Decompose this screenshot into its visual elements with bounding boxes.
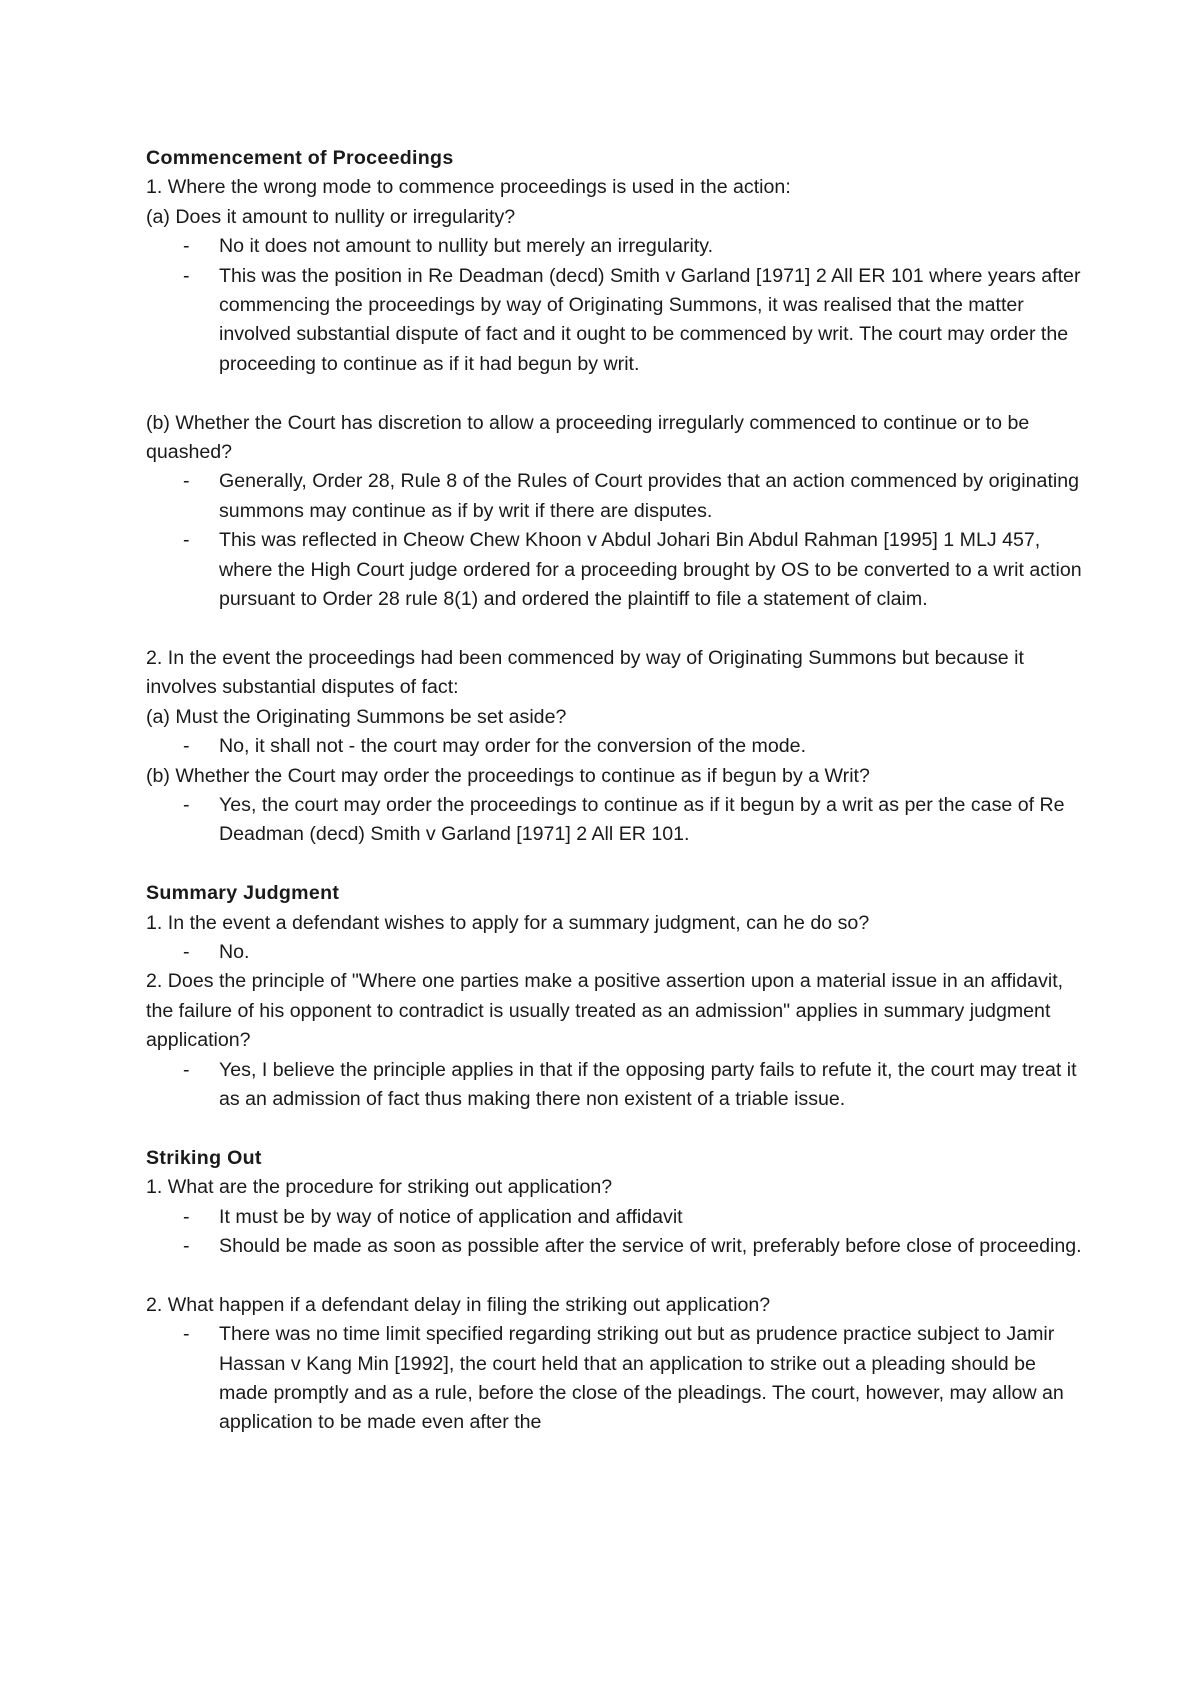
document-page xyxy=(146,144,1086,1438)
bullet-item xyxy=(146,262,1086,380)
bullet-dash: - xyxy=(183,1234,190,1257)
bullet-dash: - xyxy=(183,1323,190,1346)
bullet-text: Generally, Order 28, Rule 8 of the Rules of Court provides that an action commenced by originating summons may continue as if by writ if there are disputes. xyxy=(219,470,1080,522)
question-1a: (a) Does it amount to nullity or irregularity? xyxy=(146,205,516,228)
bullet-item xyxy=(146,467,1086,526)
bullet-text: Should be made as soon as possible after the service of writ, preferably before close of proceeding. xyxy=(219,1234,1082,1257)
bullet-text: Yes, the court may order the proceedings to continue as if it begun by a writ as per the case of Re Deadman (decd) Smith v Garland [1971] 2 All ER 101. xyxy=(219,793,1065,846)
question-2b: (b) Whether the Court may order the proceedings to continue as if begun by a Writ? xyxy=(146,764,870,787)
bullet-dash: - xyxy=(183,793,190,816)
bullet-dash: - xyxy=(183,735,190,758)
bullet-text: There was no time limit specified regarding striking out but as prudence practice subject to Jamir Hassan v Kang Min [1992], the court held that an application to strike out a pleading should be made promptly and as a rule, before the close of the pleadings. The court, however, may allow an application to be made even after the xyxy=(219,1323,1064,1434)
bullet-text: It must be by way of notice of application and affidavit xyxy=(219,1205,683,1228)
question-2: 2. In the event the proceedings had been commenced by way of Originating Summons but because it involves substantial disputes of fact: xyxy=(146,646,1024,699)
question-1b: (b) Whether the Court has discretion to allow a proceeding irregularly commenced to continue or to be quashed? xyxy=(146,411,1030,464)
question-2: 2. Does the principle of "Where one parties make a positive assertion upon a material issue in an affidavit, the failure of his opponent to contradict is usually treated as an admission" applies in summary judgment application? xyxy=(146,970,1064,1052)
bullet-item xyxy=(146,1056,1086,1115)
bullet-dash: - xyxy=(183,235,190,258)
bullet-dash: - xyxy=(183,940,190,963)
question-1: 1. In the event a defendant wishes to apply for a summary judgment, can he do so? xyxy=(146,911,870,934)
bullet-item xyxy=(146,938,1086,967)
spacer xyxy=(146,850,1086,879)
bullet-dash: - xyxy=(183,264,190,287)
bullet-dash: - xyxy=(183,1205,190,1228)
question-2: 2. What happen if a defendant delay in filing the striking out application? xyxy=(146,1293,771,1316)
bullet-text: This was reflected in Cheow Chew Khoon v Abdul Johari Bin Abdul Rahman [1995] 1 MLJ 457, where the High Court judge ordered for a proceeding brought by OS to be converted to a writ action pursuant to Order 28 rule 8(1) and ordered the plaintiff to file a statement of claim. xyxy=(219,529,1082,611)
bullet-dash: - xyxy=(183,1058,190,1081)
bullet-dash: - xyxy=(183,470,190,493)
bullet-text: No. xyxy=(219,940,250,963)
question-1: 1. Where the wrong mode to commence proceedings is used in the action: xyxy=(146,176,791,199)
bullet-item xyxy=(146,1320,1086,1438)
spacer xyxy=(146,614,1086,643)
bullet-text: This was the position in Re Deadman (decd) Smith v Garland [1971] 2 All ER 101 where years after commencing the proceedings by way of Originating Summons, it was realised that the matter involved substantial dispute of fact and it ought to be commenced by writ. The court may order the proceeding to continue as if it had begun by writ. xyxy=(219,264,1081,375)
bullet-text: Yes, I believe the principle applies in that if the opposing party fails to refute it, the court may treat it as an admission of fact thus making there non existent of a triable issue. xyxy=(219,1058,1077,1110)
bullet-text: No it does not amount to nullity but merely an irregularity. xyxy=(219,235,714,258)
bullet-item xyxy=(146,791,1086,850)
spacer xyxy=(146,1114,1086,1143)
section-heading-striking-out: Striking Out xyxy=(146,1146,262,1169)
spacer xyxy=(146,1261,1086,1290)
question-1: 1. What are the procedure for striking out application? xyxy=(146,1176,613,1199)
section-heading-summary-judgment: Summary Judgment xyxy=(146,882,340,905)
bullet-text: No, it shall not - the court may order for the conversion of the mode. xyxy=(219,735,807,758)
bullet-item xyxy=(146,1203,1086,1232)
bullet-item xyxy=(146,1232,1086,1261)
question-2a: (a) Must the Originating Summons be set aside? xyxy=(146,705,567,728)
section-heading-commencement: Commencement of Proceedings xyxy=(146,147,454,169)
bullet-dash: - xyxy=(183,529,190,552)
bullet-item xyxy=(146,732,1086,761)
spacer xyxy=(146,379,1086,408)
bullet-item xyxy=(146,232,1086,261)
bullet-item xyxy=(146,526,1086,614)
